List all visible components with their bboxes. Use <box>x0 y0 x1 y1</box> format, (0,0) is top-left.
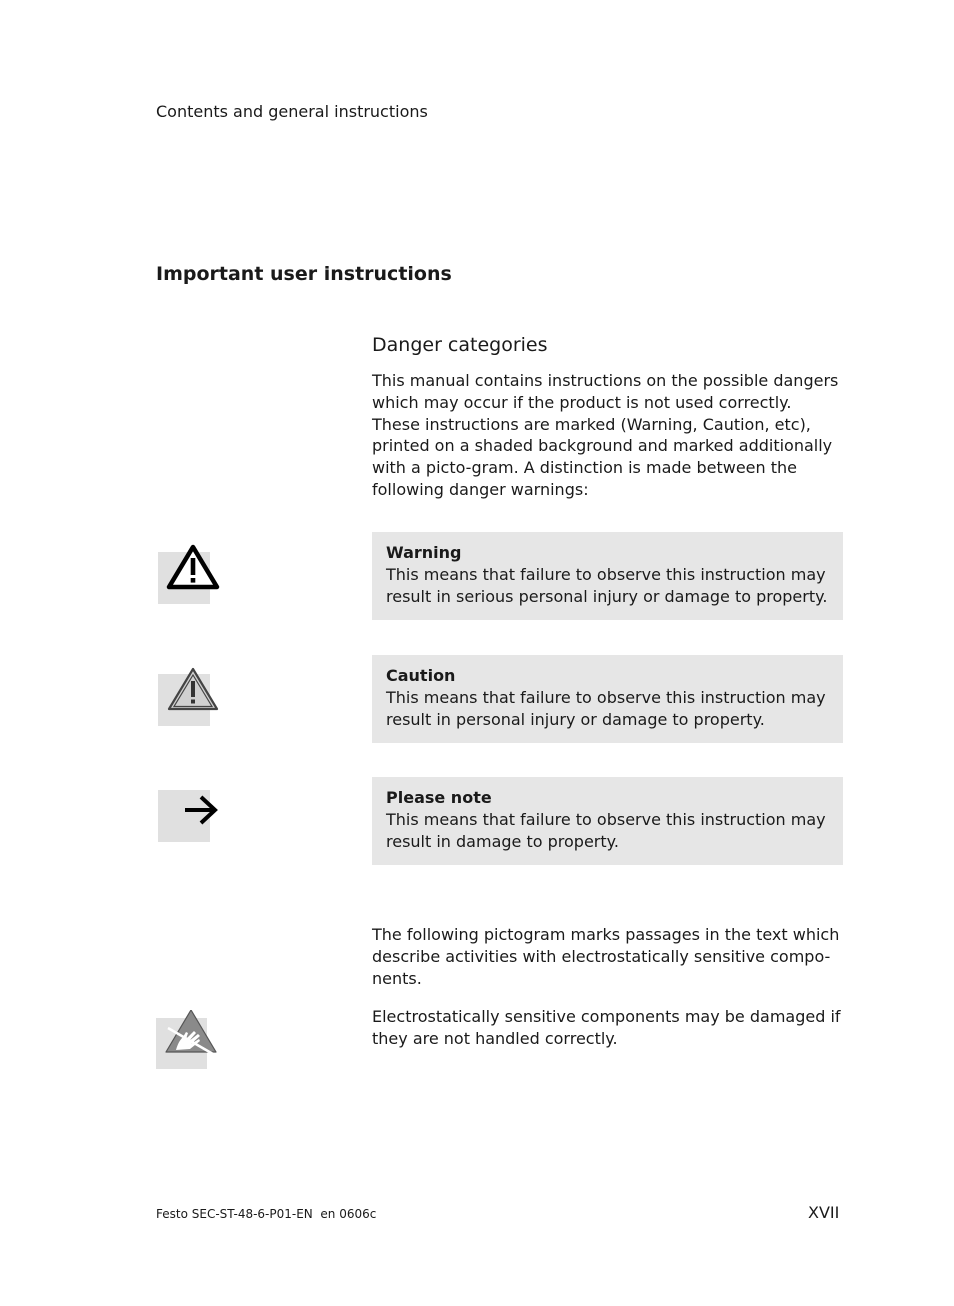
warning-pictogram <box>158 544 220 606</box>
esd-paragraph-1: The following pictogram marks passages in the text which describe activities with electrostatically sensitive compo-nents. <box>372 925 840 988</box>
warning-box <box>372 532 843 620</box>
warning-title: Warning <box>386 543 462 562</box>
warning-text: This means that failure to observe this instruction may result in serious personal injury or damage to property. <box>386 564 828 606</box>
intro-paragraph: This manual contains instructions on the possible dangers which may occur if the product is not used correctly. These instructions are marked (Warning, Caution, etc), printed on a shaded background and marked additionally with a picto-gram. A distinction is made between the following danger warnings: <box>372 371 839 499</box>
caution-pictogram <box>158 666 220 728</box>
caution-box <box>372 655 843 743</box>
running-header: Contents and general instructions <box>156 102 428 121</box>
note-pictogram <box>158 782 220 844</box>
section-title: Important user instructions <box>156 263 452 285</box>
footer-doc-id: Festo SEC-ST-48-6-P01-EN en 0606c <box>156 1207 377 1221</box>
esd-pictogram <box>156 1010 218 1072</box>
caution-text: This means that failure to observe this instruction may result in personal injury or damage to property. <box>386 687 826 729</box>
warning-triangle-icon <box>158 544 220 606</box>
esd-hand-icon <box>156 1010 218 1072</box>
page-number: XVII <box>808 1203 840 1222</box>
arrow-right-icon <box>158 782 220 844</box>
caution-triangle-icon <box>158 666 220 728</box>
note-title: Please note <box>386 788 492 807</box>
subsection-title: Danger categories <box>372 334 548 356</box>
caution-title: Caution <box>386 666 456 685</box>
note-text: This means that failure to observe this instruction may result in damage to property. <box>386 809 826 851</box>
esd-paragraph-2: Electrostatically sensitive components may be damaged if they are not handled correctly. <box>372 1007 841 1048</box>
note-box <box>372 777 843 865</box>
